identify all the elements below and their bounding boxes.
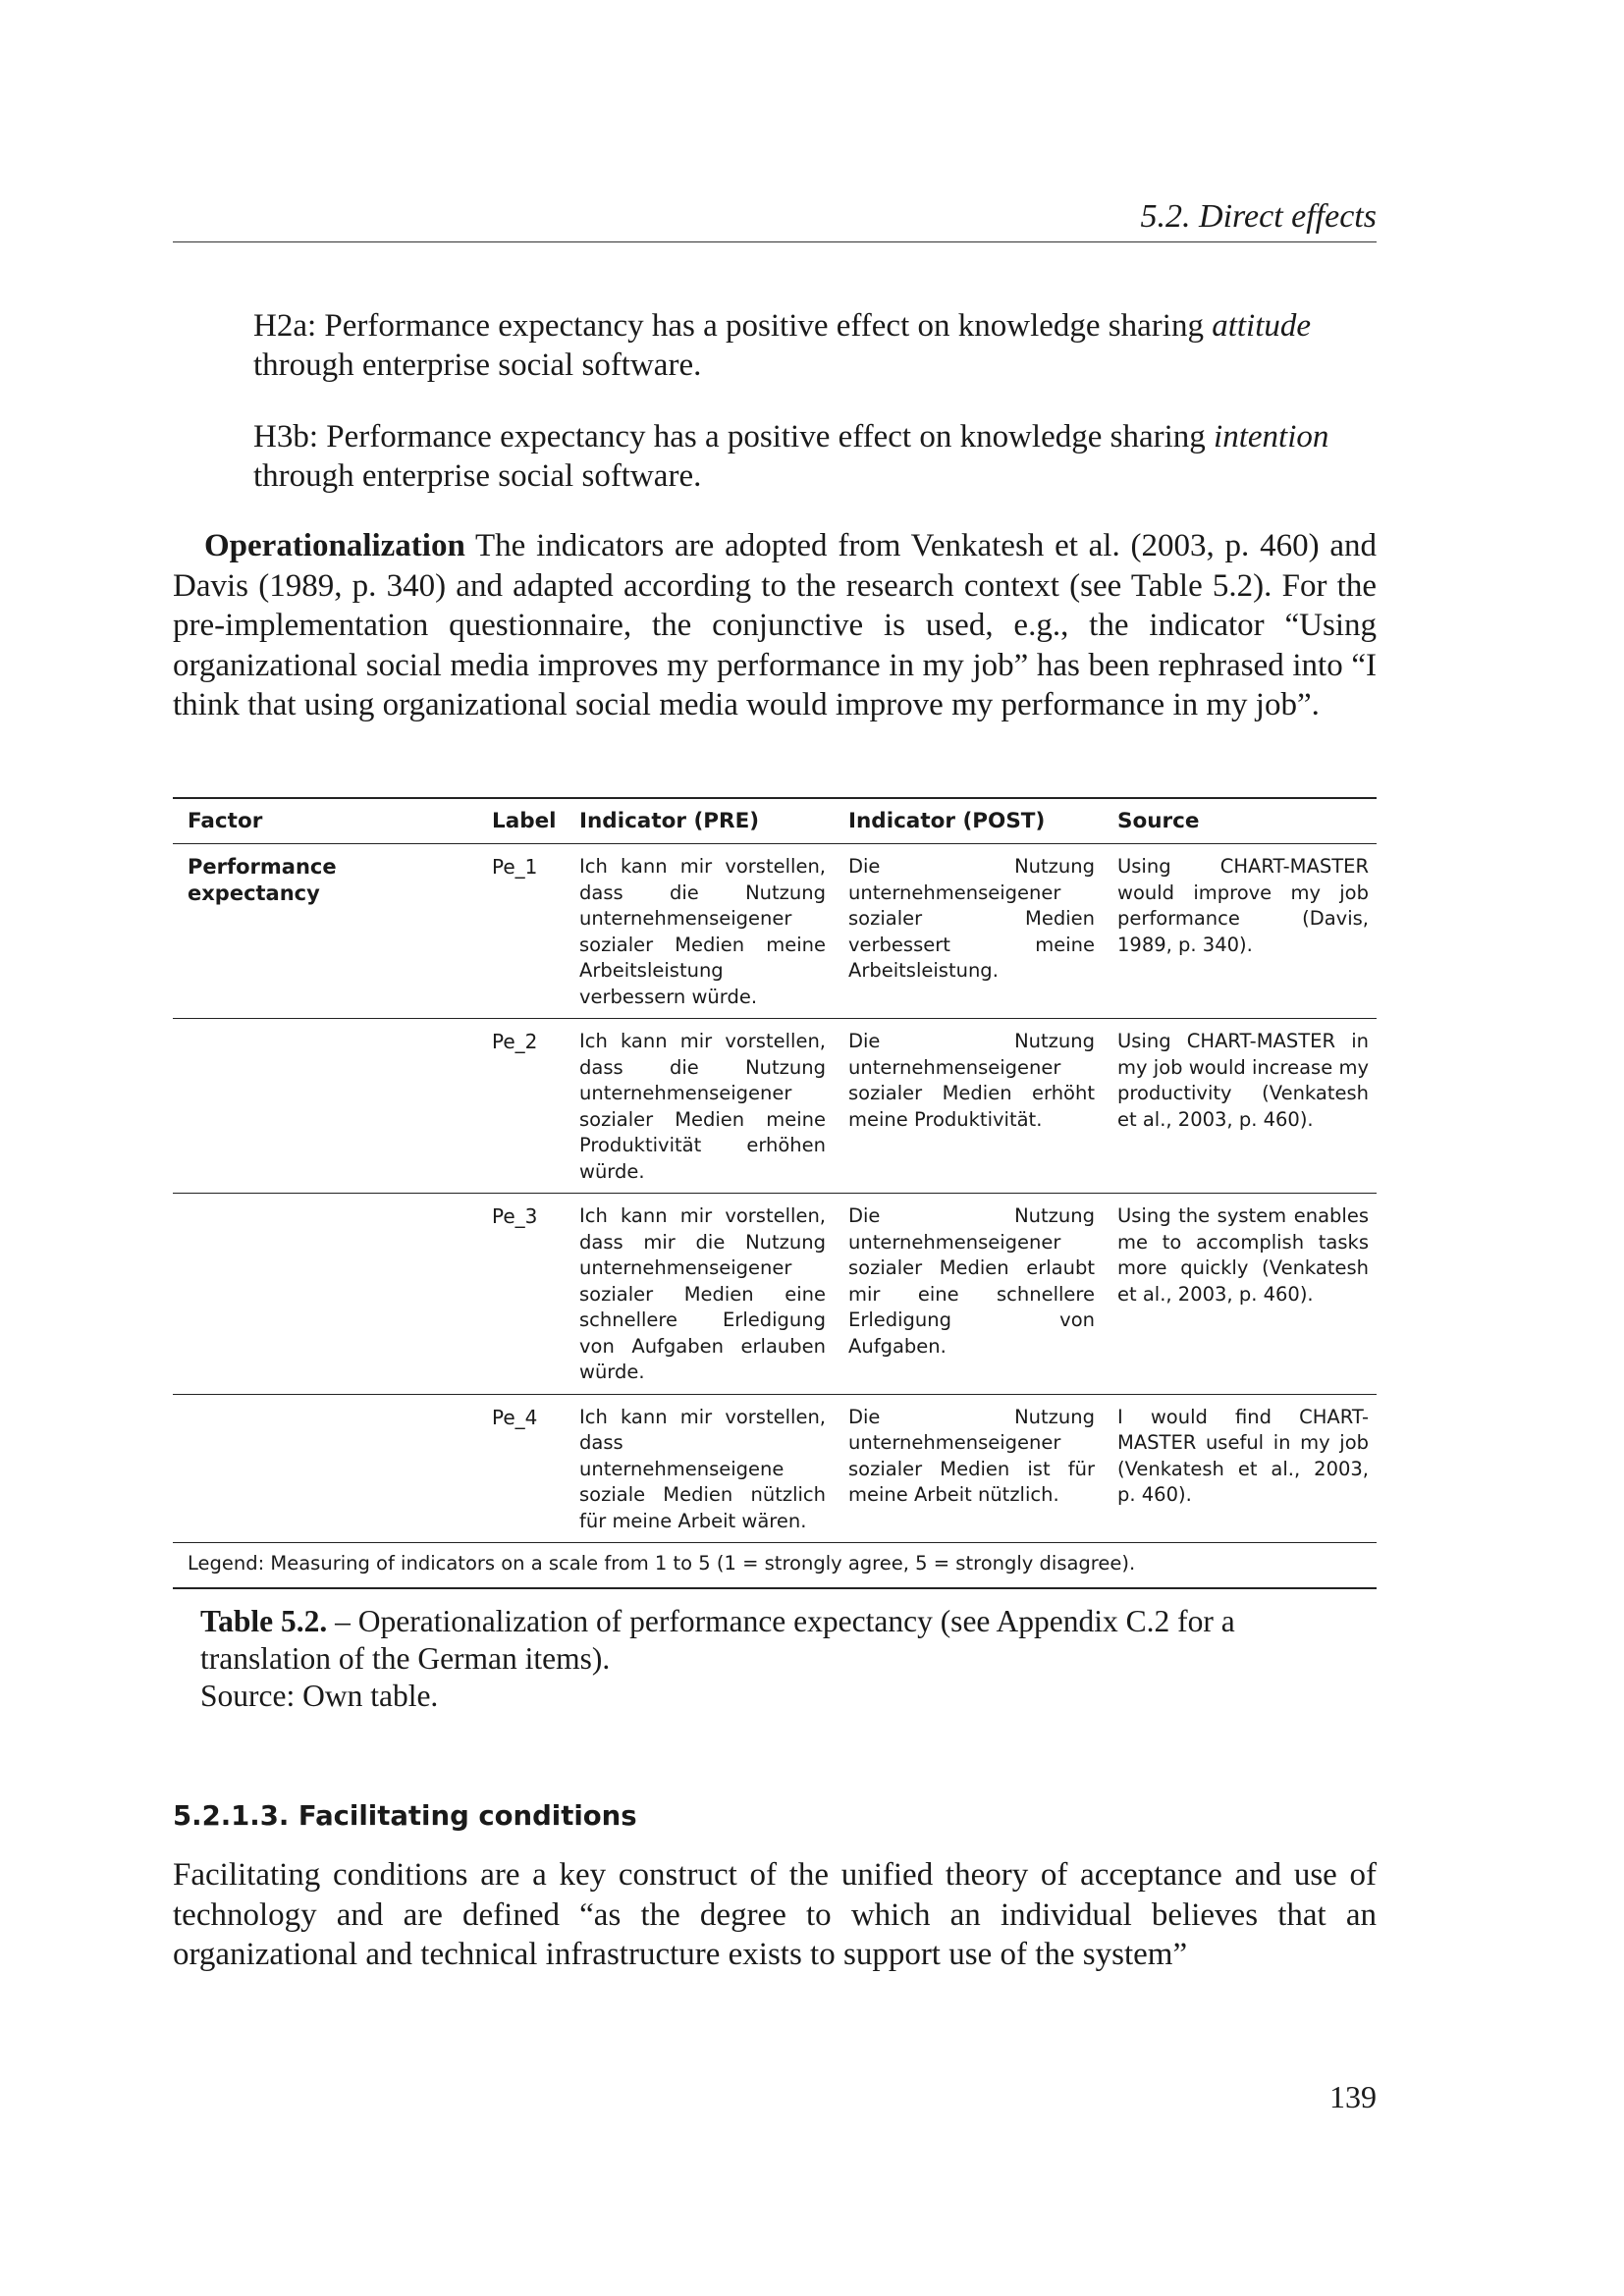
cell-source: Using CHART-MASTER in my job would increase my productivity (Venkatesh et al., 2003, p. 460). xyxy=(1117,1030,1369,1131)
column-header-indicator-pre: Indicator (PRE) xyxy=(579,809,760,833)
running-head: 5.2. Direct effects xyxy=(1140,198,1377,235)
cell-indicator-post: Die Nutzung unternehmenseigener sozialer Medien erlaubt mir eine schnellere Erledigung von Aufgaben. xyxy=(848,1204,1095,1358)
section-paragraph: Facilitating conditions are a key construct of the unified theory of acceptance and use of technology and are defined “as the degree to which an individual believes that an organizational and technical infrastructure exists to support use of the system” xyxy=(173,1857,1377,1972)
hypothesis-emphasis: attitude xyxy=(1212,308,1312,344)
cell-factor xyxy=(173,1019,477,1194)
cell-label: Pe_3 xyxy=(492,1204,538,1228)
table-legend: Legend: Measuring of indicators on a scale from 1 to 5 (1 = strongly agree, 5 = strongly disagree). xyxy=(188,1552,1136,1575)
cell-factor xyxy=(173,1194,477,1395)
column-header-indicator-post: Indicator (POST) xyxy=(848,809,1046,833)
cell-indicator-post: Die Nutzung unternehmenseigener sozialer Medien erhöht meine Produktivität. xyxy=(848,1030,1095,1131)
hypothesis-text-end: through enterprise social software. xyxy=(253,458,702,494)
hypothesis-text-end: through enterprise social software. xyxy=(253,347,702,383)
cell-source: I would find CHART-MASTER useful in my job (Venkatesh et al., 2003, p. 460). xyxy=(1117,1405,1369,1506)
cell-source: Using the system enables me to accomplish tasks more quickly (Venkatesh et al., 2003, p. 460). xyxy=(1117,1204,1369,1306)
hypothesis-h3b xyxy=(253,417,1333,496)
page-number: 139 xyxy=(1329,2079,1377,2114)
hypothesis-h2a xyxy=(253,306,1333,385)
cell-factor: Performance expectancy xyxy=(188,855,337,905)
cell-indicator-pre: Ich kann mir vorstellen, dass mir die Nutzung unternehmenseigener sozialer Medien eine schnellere Erledigung von Aufgaben erlauben würde. xyxy=(579,1204,826,1383)
cell-source: Using CHART-MASTER would improve my job performance (Davis, 1989, p. 340). xyxy=(1117,855,1369,956)
cell-label: Pe_4 xyxy=(492,1405,538,1429)
paragraph-text: The indicators are adopted from Venkatesh et al. (2003, p. 460) and Davis (1989, p. 340) and adapted according to the research context (see Table 5.2). For the pre-implementation questionnaire, the conjunctive is used, e.g., the indicator “Using organizational social media improves my performance in my job” has been rephrased into “I think that using organizational social media would improve my performance in my job”. xyxy=(173,528,1377,722)
operationalization-paragraph xyxy=(173,526,1377,725)
cell-label: Pe_2 xyxy=(492,1030,538,1053)
hypothesis-text: H3b: Performance expectancy has a positive effect on knowledge sharing xyxy=(253,419,1215,454)
caption-text: – Operationalization of performance expectancy (see Appendix C.2 for a translation of the German items). xyxy=(200,1604,1235,1676)
header-rule xyxy=(173,241,1377,242)
hypothesis-emphasis: intention xyxy=(1214,419,1329,454)
section-heading: 5.2.1.3. Facilitating conditions xyxy=(173,1800,637,1832)
column-header-factor: Factor xyxy=(188,809,263,833)
table-row xyxy=(173,1394,1377,1543)
table-caption xyxy=(200,1603,1354,1715)
table-legend-row xyxy=(173,1543,1377,1588)
column-header-label: Label xyxy=(492,809,557,833)
column-header-source: Source xyxy=(1117,809,1200,833)
cell-label: Pe_1 xyxy=(492,855,538,879)
cell-factor xyxy=(173,1394,477,1543)
table-row xyxy=(173,844,1377,1019)
table-row xyxy=(173,1194,1377,1395)
paragraph-heading: Operationalization xyxy=(204,528,465,563)
caption-source: Source: Own table. xyxy=(200,1679,439,1713)
cell-indicator-post: Die Nutzung unternehmenseigener sozialer Medien verbessert meine Arbeitsleistung. xyxy=(848,855,1095,982)
cell-indicator-post: Die Nutzung unternehmenseigener sozialer Medien ist für meine Arbeit nützlich. xyxy=(848,1405,1095,1506)
caption-title: Table 5.2. xyxy=(200,1604,328,1638)
table-row xyxy=(173,1019,1377,1194)
cell-indicator-pre: Ich kann mir vorstellen, dass die Nutzung unternehmenseigener sozialer Medien meine Produktivität erhöhen würde. xyxy=(579,1030,826,1183)
operationalization-table xyxy=(173,797,1377,1589)
cell-indicator-pre: Ich kann mir vorstellen, dass die Nutzung unternehmenseigener sozialer Medien meine Arbeitsleistung verbessern würde. xyxy=(579,855,826,1008)
cell-indicator-pre: Ich kann mir vorstellen, dass unternehmenseigene soziale Medien nützlich für meine Arbeit wären. xyxy=(579,1405,826,1532)
hypothesis-text: H2a: Performance expectancy has a positive effect on knowledge sharing xyxy=(253,308,1213,344)
table-header-row xyxy=(173,798,1377,844)
